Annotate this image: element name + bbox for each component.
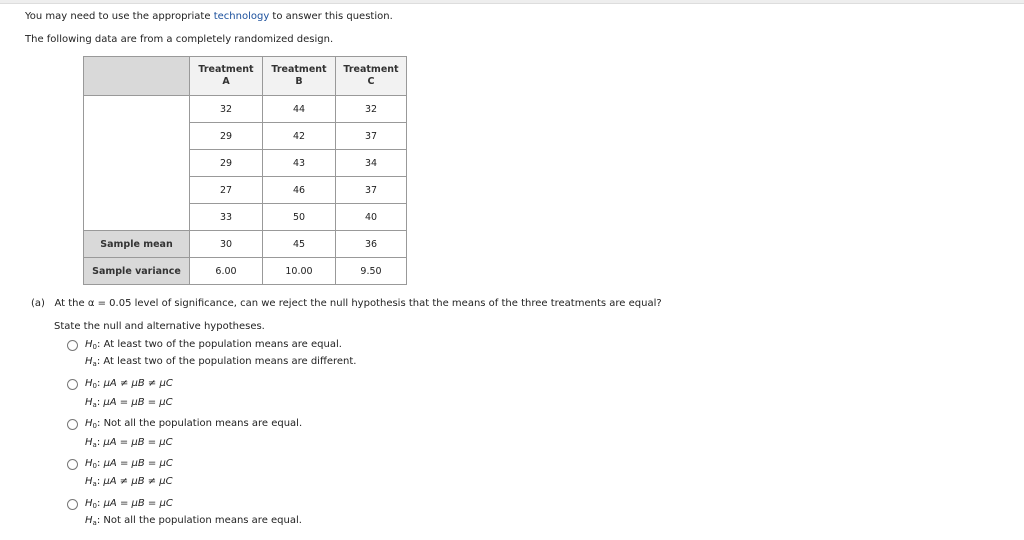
sample-mean-row <box>84 231 407 258</box>
mean-cell: 36 <box>336 231 407 258</box>
table-header-row <box>84 57 407 96</box>
table-cell: 44 <box>263 96 336 123</box>
header-treatment-b: Treatment B <box>263 57 336 96</box>
option-5-ha: $H_a$: Not all the population means are equal. <box>85 515 302 527</box>
option-3-radio[interactable] <box>67 419 78 430</box>
question-line <box>31 298 662 309</box>
table-cell: 34 <box>336 150 407 177</box>
option-1-h0: $H_0$: At least two of the population means are equal. <box>85 339 342 351</box>
intro-line-1 <box>25 11 393 22</box>
table-cell: 33 <box>190 204 263 231</box>
sample-variance-label: Sample variance <box>84 258 190 285</box>
option-2-h0: $H_0$: μA ≠ μB ≠ μC <box>85 378 173 390</box>
table-cell: 37 <box>336 177 407 204</box>
mean-cell: 45 <box>263 231 336 258</box>
option-1-ha: $H_a$: At least two of the population means are different. <box>85 356 357 368</box>
intro-text: You may need to use the appropriate <box>25 11 211 22</box>
table-cell: 32 <box>190 96 263 123</box>
header-treatment-a: Treatment A <box>190 57 263 96</box>
table-cell: 43 <box>263 150 336 177</box>
table-cell: 40 <box>336 204 407 231</box>
option-1-radio[interactable] <box>67 340 78 351</box>
variance-cell: 9.50 <box>336 258 407 285</box>
option-4-h0: $H_0$: μA = μB = μC <box>85 458 173 470</box>
question-part: (a) <box>31 298 45 309</box>
table-cell: 37 <box>336 123 407 150</box>
sample-mean-label: Sample mean <box>84 231 190 258</box>
table-cell: 29 <box>190 123 263 150</box>
mean-cell: 30 <box>190 231 263 258</box>
variance-cell: 6.00 <box>190 258 263 285</box>
variance-cell: 10.00 <box>263 258 336 285</box>
question-text: At the α = 0.05 level of significance, can we reject the null hypothesis that the means of the three treatments are equal? <box>54 298 662 309</box>
option-3-h0: $H_0$: Not all the population means are equal. <box>85 418 303 430</box>
option-4-radio[interactable] <box>67 459 78 470</box>
option-2-ha: $H_a$: μA = μB = μC <box>85 397 173 409</box>
intro-text-end: to answer this question. <box>272 11 393 22</box>
data-table <box>83 56 407 285</box>
table-cell: 42 <box>263 123 336 150</box>
option-5-h0: $H_0$: μA = μB = μC <box>85 498 173 510</box>
question-prompt: State the null and alternative hypotheses. <box>54 321 265 332</box>
blank-label-cell <box>84 96 190 231</box>
option-3-ha: $H_a$: μA = μB = μC <box>85 437 173 449</box>
intro-line-2: The following data are from a completely randomized design. <box>25 34 334 45</box>
table-cell: 27 <box>190 177 263 204</box>
table-cell: 50 <box>263 204 336 231</box>
sample-variance-row <box>84 258 407 285</box>
table-cell: 32 <box>336 96 407 123</box>
technology-link[interactable]: technology <box>213 11 270 22</box>
table-row <box>84 96 407 123</box>
option-2-radio[interactable] <box>67 379 78 390</box>
table-cell: 29 <box>190 150 263 177</box>
table-corner <box>84 57 190 96</box>
top-border <box>0 0 1024 4</box>
option-5-radio[interactable] <box>67 499 78 510</box>
table-cell: 46 <box>263 177 336 204</box>
option-4-ha: $H_a$: μA ≠ μB ≠ μC <box>85 476 173 488</box>
header-treatment-c: Treatment C <box>336 57 407 96</box>
